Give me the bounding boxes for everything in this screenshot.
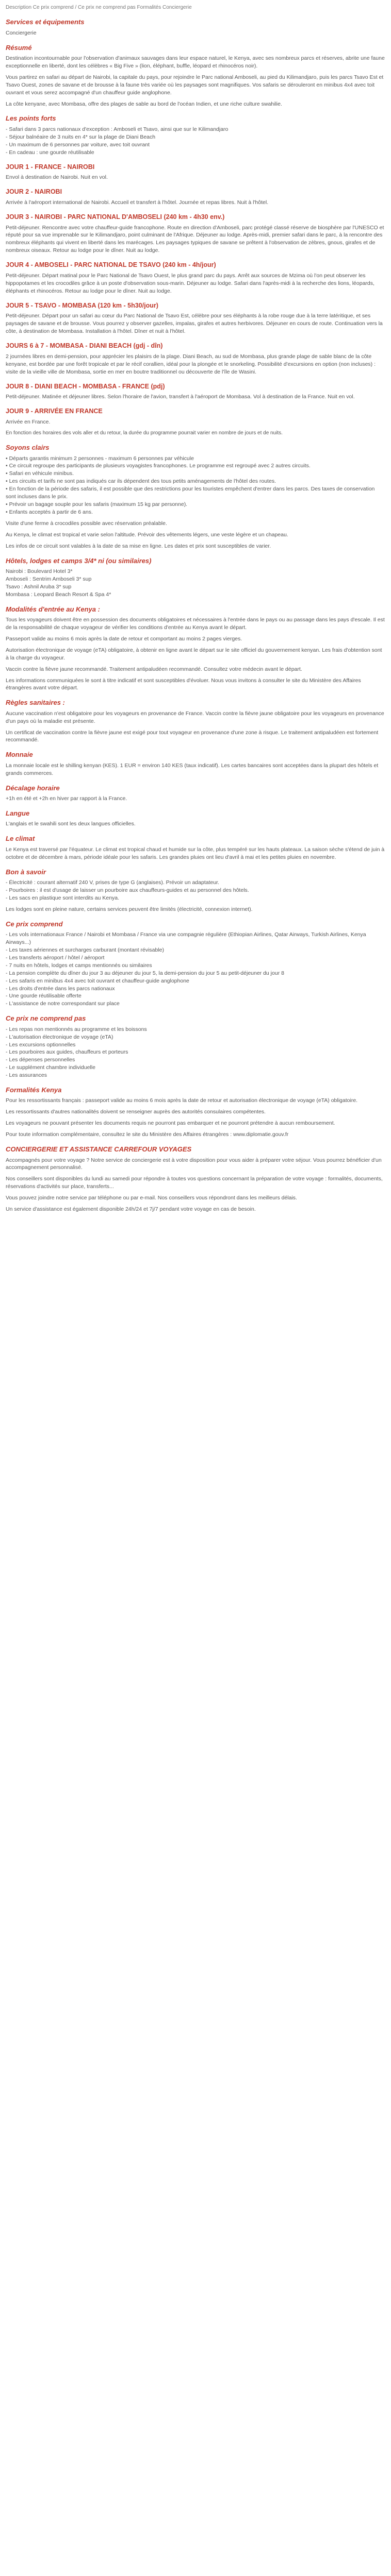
day-text: Petit-déjeuner. Rencontre avec votre chauffeur-guide francophone. Route en direction d'Amboseli, parc protégé classé réserve de biosphère par l'UNESCO et réputé pour sa vue imprenable sur le Kilimandjaro, point culminant de l'Afrique. Déjeuner au lodge. Après-midi, premier safari dans le parc, à la rencontre des nombreux éléphants qui vivent en liberté dans les marécages. Les paysages typiques de savane se prêtent à l'observation de zèbres, gnous, girafes et de nombreux oiseaux. Retour au lodge pour le dîner. Nuit au lodge. <box>6 224 384 254</box>
list-item: • Prévoir un bagage souple pour les safaris (maximum 15 kg par personne). <box>6 501 385 509</box>
list-item: - En cadeau : une gourde réutilisable <box>6 149 385 157</box>
hotels-list <box>6 568 385 599</box>
day-title: JOURS 6 à 7 - MOMBASA - DIANI BEACH (gdj - dîn) <box>6 342 163 350</box>
day-title: JOUR 8 - DIANI BEACH - MOMBASA - FRANCE (pdj) <box>6 382 165 390</box>
services-title: Services et équipements <box>6 18 85 26</box>
monnaie-text: La monnaie locale est le shilling kenyan (KES). 1 EUR = environ 140 KES (taux indicatif). Les cartes bancaires sont acceptées dans la plupart des hôtels et grands commerces. <box>6 762 379 776</box>
regles-p2: Un certificat de vaccination contre la fièvre jaune est exigé pour tout voyageur en provenance d'une zone à risque. Le traitement antipaludéen est fortement recommandé. <box>6 729 379 743</box>
day-title: JOUR 4 - AMBOSELI - PARC NATIONAL DE TSAVO (240 km - 4h/jour) <box>6 261 216 269</box>
list-item: • En fonction de la période des safaris, il est possible que des restrictions pour les touristes empêchent d'entrer dans les parcs. Des taxes de conservation sont incluses dans le prix. <box>6 485 385 501</box>
savoir-p1: Visite d'une ferme à crocodiles possible avec réservation préalable. <box>6 520 167 527</box>
bon-title: Bon à savoir <box>6 868 46 876</box>
day-text: 2 journées libres en demi-pension, pour apprécier les plaisirs de la plage. Diani Beach, au sud de Mombasa, plus grande plage de sable blanc de la côte kenyane, est bordée par une forêt tropicale et par le récif corallien, idéal pour la plongée et le snorkeling. Possibilité d'excursions en option (non incluses) : visite de la vieille ville de Mombasa, sortie en mer en boutre traditionnel ou découverte de l'île de Wasini. <box>6 353 376 375</box>
savoir-p2: Au Kenya, le climat est tropical et varie selon l'altitude. Prévoir des vêtements légers, une veste légère et un chapeau. <box>6 531 288 538</box>
resume-p3: La côte kenyane, avec Mombasa, offre des plages de sable au bord de l'océan Indien, et une riche culture swahilie. <box>6 100 282 107</box>
savoir-p3: Les infos de ce circuit sont valables à la date de sa mise en ligne. Les dates et prix sont susceptibles de varier. <box>6 543 271 549</box>
list-item: - Les sacs en plastique sont interdits au Kenya. <box>6 894 385 902</box>
list-item: Tsavo : Ashnil Aruba 3* sup <box>6 583 72 590</box>
day-text: Arrivée en France. <box>6 419 51 426</box>
day-title: JOUR 5 - TSAVO - MOMBASA (120 km - 5h30/jour) <box>6 301 158 309</box>
resume-title: Résumé <box>6 43 32 52</box>
list-item: • Enfants acceptés à partir de 6 ans. <box>6 509 385 516</box>
services-sub: Conciergerie <box>6 29 37 36</box>
savoir-list <box>6 455 385 516</box>
list-item: - Les pourboires aux guides, chauffeurs et porteurs <box>6 1048 385 1056</box>
list-item: - Les transferts aéroport / hôtel / aéroport <box>6 954 385 962</box>
list-item: Mombasa : Leopard Beach Resort & Spa 4* <box>6 591 111 598</box>
list-item: - La pension complète du dîner du jour 3 au déjeuner du jour 5, la demi-pension du jour 5 au petit-déjeuner du jour 8 <box>6 970 385 977</box>
list-item: Amboseli : Sentrim Amboseli 3* sup <box>6 575 92 582</box>
resume-p2: Vous partirez en safari au départ de Nairobi, la capitale du pays, pour rejoindre le Parc national Amboseli, au pied du Kilimandjaro, puis les parcs Tsavo Est et Tsavo Ouest, zones de savane et de brousse à la faune très variée où les paysages sont magnifiques. Vos safaris se dérouleront en minibus 4x4 avec toit ouvrant et vous serez accompagné d'un chauffeur guide anglophone. <box>6 74 384 96</box>
conciergerie-p3: Vous pouvez joindre notre service par téléphone ou par e-mail. Nos conseillers vous répondront dans les meilleurs délais. <box>6 1195 297 1201</box>
list-item: - Les taxes aériennes et surcharges carburant (montant révisable) <box>6 946 385 954</box>
list-item: - Une gourde réutilisable offerte <box>6 992 385 1000</box>
breadcrumb[interactable]: Description Ce prix comprend / Ce prix ne comprend pas Formalités Conciergerie <box>6 5 192 10</box>
formalites-p4[interactable]: Pour toute information complémentaire, consultez le site du Ministère des Affaires étrangères : www.diplomatie.gouv.fr <box>6 1131 289 1138</box>
list-item: • Départs garantis minimum 2 personnes - maximum 6 personnes par véhicule <box>6 455 385 463</box>
decalage-text: +1h en été et +2h en hiver par rapport à la France. <box>6 795 127 802</box>
conciergerie-p1: Accompagnés pour votre voyage ? Notre service de conciergerie est à votre disposition pour vous aider à préparer votre séjour. Vous pourrez bénéficier d'un accompagnement personnalisé. <box>6 1157 382 1171</box>
modalites-title: Modalités d'entrée au Kenya : <box>6 605 100 613</box>
list-item: • Les circuits et tarifs ne sont pas indiqués car ils dépendent des tous petits aménagements de l'hôtel des routes. <box>6 478 385 485</box>
day-title: JOUR 2 - NAIROBI <box>6 188 62 196</box>
formalites-p1: Pour les ressortissants français : passeport valide au moins 6 mois après la date de retour et autorisation électronique de voyage (eTA) obligatoire. <box>6 1097 358 1104</box>
list-item: - Les dépenses personnelles <box>6 1056 385 1064</box>
list-item: - L'autorisation électronique de voyage (eTA) <box>6 1033 385 1041</box>
day-title: JOUR 9 - ARRIVÉE EN FRANCE <box>6 408 103 415</box>
langue-title: Langue <box>6 809 30 818</box>
list-item: - L'assistance de notre correspondant sur place <box>6 1000 385 1008</box>
langue-text: L'anglais et le swahili sont les deux langues officielles. <box>6 821 136 827</box>
prixnon-title: Ce prix ne comprend pas <box>6 1014 86 1023</box>
list-item: - Électricité : courant alternatif 240 V, prises de type G (anglaises). Prévoir un adaptateur. <box>6 879 385 887</box>
formalites-p2: Les ressortissants d'autres nationalités doivent se renseigner auprès des autorités consulaires compétentes. <box>6 1109 266 1115</box>
prix-list <box>6 931 385 1008</box>
points-title: Les points forts <box>6 114 56 123</box>
list-item: - Les droits d'entrée dans les parcs nationaux <box>6 985 385 993</box>
prix-title: Ce prix comprend <box>6 920 63 928</box>
day-text: Petit-déjeuner. Départ matinal pour le Parc National de Tsavo Ouest, le plus grand parc du pays. Arrêt aux sources de Mzima où l'on peut observer les hippopotames et les crocodiles grâce à un poste d'observation sous-marin. Déjeuner au lodge. Safari dans l'après-midi à la recherche des lions, léopards, éléphants et rhinocéros. Retour au lodge pour le dîner. Nuit au lodge. <box>6 272 374 294</box>
monnaie-title: Monnaie <box>6 751 33 759</box>
list-item: - Les vols internationaux France / Nairobi et Mombasa / France via une compagnie régulière (Ethiopian Airlines, Qatar Airways, Turkish Airlines, Kenya Airways...) <box>6 931 385 946</box>
decalage-title: Décalage horaire <box>6 784 60 792</box>
day-note: En fonction des horaires des vols aller et du retour, la durée du programme pourrait varier en nombre de jours et de nuits. <box>6 430 283 436</box>
modalites-p1: Tous les voyageurs doivent être en possession des documents obligatoires et nécessaires à l'entrée dans le pays ou au passage dans les pays d'escale. Il est de la responsabilité de chaque voyageur de vérifier les conditions d'entrée au Kenya avant le départ. <box>6 617 385 631</box>
resume-p1: Destination incontournable pour l'observation d'animaux sauvages dans leur espace naturel, le Kenya, avec ses nombreux parcs et réserves, abrite une faune exceptionnelle en liberté, dont les célèbres « Big Five » (lion, éléphant, buffle, léopard et rhinocéros noir). <box>6 55 385 69</box>
regles-p1: Aucune vaccination n'est obligatoire pour les voyageurs en provenance de France. Vaccin contre la fièvre jaune obligatoire pour les voyageurs en provenance d'un pays où la maladie est présente. <box>6 710 384 724</box>
bon-p1: Les lodges sont en pleine nature, certains services peuvent être limités (électricité, connexion internet). <box>6 906 253 912</box>
list-item: - 7 nuits en hôtels, lodges et camps mentionnés ou similaires <box>6 962 385 970</box>
day-text: Petit-déjeuner. Départ pour un safari au cœur du Parc National de Tsavo Est, célèbre pour ses éléphants à la robe rouge due à la terre latéritique, et ses paysages de savane et de brousse. Vous pourrez y observer gazelles, impalas, girafes et autres herbivores. Déjeuner en cours de route. Continuation vers la côte, à destination de Mombasa. Installation à l'hôtel. Dîner et nuit à l'hôtel. <box>6 313 383 335</box>
list-item: - Pourboires : il est d'usage de laisser un pourboire aux chauffeurs-guides et au personnel des hôtels. <box>6 887 385 894</box>
modalites-p2: Passeport valide au moins 6 mois après la date de retour et comportant au moins 2 pages vierges. <box>6 635 242 642</box>
savoir-title: Soyons clairs <box>6 444 50 452</box>
list-item: Nairobi : Boulevard Hotel 3* <box>6 568 73 574</box>
day-title: JOUR 3 - NAIROBI - PARC NATIONAL D'AMBOSELI (240 km - 4h30 env.) <box>6 213 225 221</box>
list-item: - Un maximum de 6 personnes par voiture, avec toit ouvrant <box>6 141 385 149</box>
modalites-p3: Autorisation électronique de voyage (eTA) obligatoire, à obtenir en ligne avant le départ sur le site officiel du gouvernement kenyan. Les frais d'obtention sont à la charge du voyageur. <box>6 647 382 661</box>
list-item: • Ce circuit regroupe des participants de plusieurs voyagistes francophones. Le programme est regroupé avec 2 autres circuits. <box>6 462 385 470</box>
prixnon-list <box>6 1026 385 1079</box>
list-item: - Safari dans 3 parcs nationaux d'exception : Amboseli et Tsavo, ainsi que sur le Kilimandjaro <box>6 126 385 133</box>
day-title: JOUR 1 - FRANCE - NAIROBI <box>6 163 95 171</box>
conciergerie-p4: Un service d'assistance est également disponible 24h/24 et 7j/7 pendant votre voyage en cas de besoin. <box>6 1206 256 1213</box>
list-item: - Séjour balnéaire de 3 nuits en 4* sur la plage de Diani Beach <box>6 133 385 141</box>
regles-title: Règles sanitaires : <box>6 699 65 707</box>
list-item: - Les excursions optionnelles <box>6 1041 385 1049</box>
page-content <box>6 4 385 1213</box>
points-list <box>6 126 385 157</box>
climat-text: Le Kenya est traversé par l'équateur. Le climat est tropical chaud et humide sur la côte, plus tempéré sur les hauts plateaux. La saison sèche s'étend de juin à octobre et de décembre à mars, période idéale pour les safaris. Les grandes pluies ont lieu d'avril à mai et les petites pluies en novembre. <box>6 846 385 860</box>
day-text: Envol à destination de Nairobi. Nuit en vol. <box>6 174 108 181</box>
list-item: - Les repas non mentionnés au programme et les boissons <box>6 1026 385 1033</box>
modalites-p5: Les informations communiquées le sont à titre indicatif et sont susceptibles d'évoluer. Nous vous invitons à consulter le site du Ministère des Affaires étrangères avant votre départ. <box>6 677 361 691</box>
formalites-p3: Les voyageurs ne pouvant présenter les documents requis ne pourront pas embarquer et ne pourront prétendre à aucun remboursement. <box>6 1120 335 1127</box>
formalites-title: Formalités Kenya <box>6 1086 62 1094</box>
list-item: - Les assurances <box>6 1072 385 1079</box>
list-item: - Les safaris en minibus 4x4 avec toit ouvrant et chauffeur-guide anglophone <box>6 977 385 985</box>
list-item: • Safari en véhicule minibus. <box>6 470 385 478</box>
modalites-p4: Vaccin contre la fièvre jaune recommandé. Traitement antipaludéen recommandé. Consultez votre médecin avant le départ. <box>6 666 302 672</box>
day-text: Arrivée à l'aéroport international de Nairobi. Accueil et transfert à l'hôtel. Journée et repas libres. Nuit à l'hôtel. <box>6 199 269 206</box>
conciergerie-p2: Nos conseillers sont disponibles du lundi au samedi pour répondre à toutes vos questions concernant la préparation de votre voyage : formalités, documents, réservations d'activités sur place, transferts... <box>6 1176 383 1190</box>
hotels-title: Hôtels, lodges et camps 3/4* ni (ou similaires) <box>6 556 152 565</box>
climat-title: Le climat <box>6 835 35 843</box>
day-text: Petit-déjeuner. Matinée et déjeuner libres. Selon l'horaire de l'avion, transfert à l'aéroport de Mombasa. Vol à destination de la France. Nuit en vol. <box>6 394 355 400</box>
conciergerie-title: CONCIERGERIE ET ASSISTANCE CARREFOUR VOYAGES <box>6 1145 192 1154</box>
bon-list <box>6 879 385 902</box>
list-item: - Le supplément chambre individuelle <box>6 1064 385 1072</box>
